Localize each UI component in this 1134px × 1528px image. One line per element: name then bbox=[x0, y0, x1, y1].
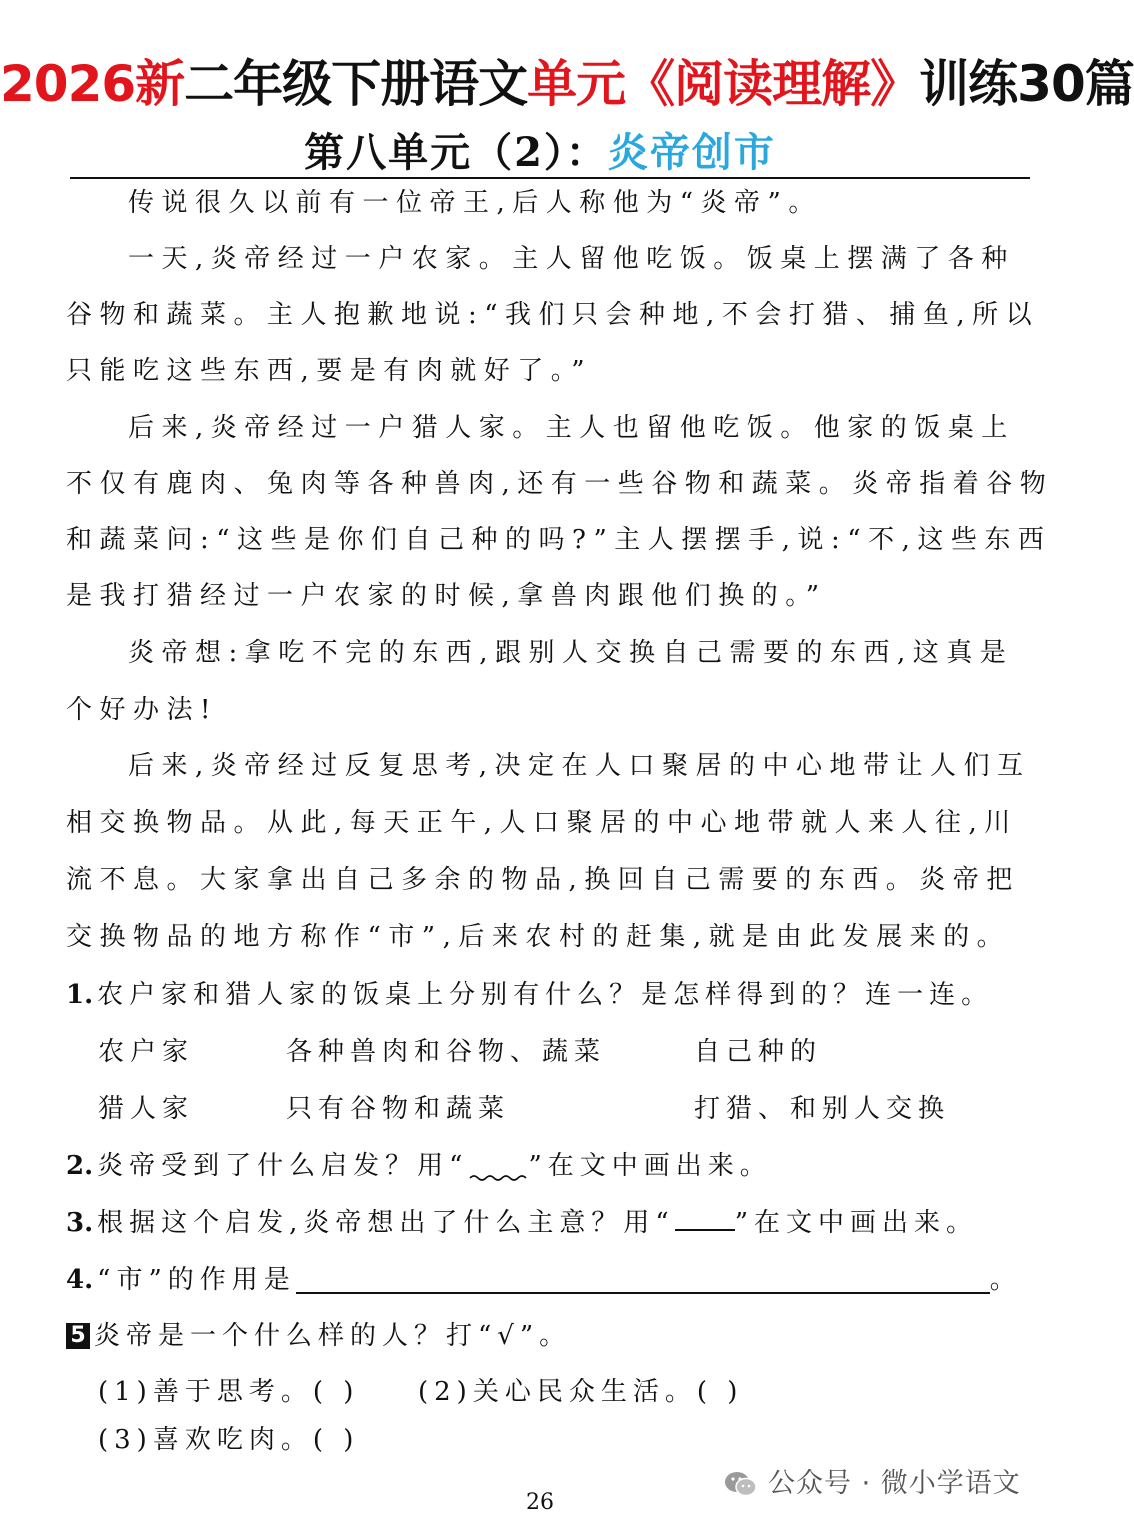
passage-line: 交换物品的地方称作“市”,后来农村的赶集,就是由此发展来的。 bbox=[66, 922, 1011, 952]
question-2-number: 2. bbox=[66, 1151, 94, 1181]
subtitle-topic: 炎帝创市 bbox=[607, 130, 776, 176]
question-2 bbox=[66, 1143, 772, 1189]
page-number: 26 bbox=[526, 1490, 554, 1515]
unit-subtitle bbox=[0, 126, 1080, 180]
passage-line: 是我打猎经过一户农家的时候,拿兽肉跟他们换的。” bbox=[66, 581, 827, 611]
straight-underline-mark bbox=[675, 1203, 735, 1231]
option-2-checkbox[interactable]: (2)关心民众生活。( ) bbox=[418, 1377, 744, 1407]
title-part-4: 训练30篇 bbox=[919, 55, 1134, 113]
passage-line: 不仅有鹿肉、兔肉等各种兽肉,还有一些谷物和蔬菜。炎帝指着谷物 bbox=[66, 469, 1054, 499]
question-4-answer-line[interactable] bbox=[296, 1262, 990, 1294]
question-3-text-after: ”在文中画出来。 bbox=[734, 1208, 979, 1238]
passage-line: 谷物和蔬菜。主人抱歉地说:“我们只会种地,不会打猎、捕鱼,所以 bbox=[66, 300, 1040, 330]
match-left-farmer[interactable]: 农户家 bbox=[98, 1037, 195, 1067]
match-middle-2[interactable]: 只有谷物和蔬菜 bbox=[286, 1094, 511, 1124]
question-1 bbox=[66, 972, 993, 1018]
question-3-text-before: 根据这个启发,炎帝想出了什么主意？用“ bbox=[97, 1208, 675, 1238]
passage-line: 传说很久以前有一位帝王,后人称他为“炎帝”。 bbox=[128, 188, 822, 218]
match-left-hunter[interactable]: 猎人家 bbox=[98, 1094, 195, 1124]
question-4-text-after: 。 bbox=[989, 1265, 1022, 1295]
question-4-number: 4. bbox=[66, 1265, 94, 1295]
passage-line: 和蔬菜问:“这些是你们自己种的吗?”主人摆摆手,说:“不,这些东西 bbox=[66, 525, 1052, 555]
passage-line: 一天,炎帝经过一户农家。主人留他吃饭。饭桌上摆满了各种 bbox=[128, 244, 1015, 274]
question-5 bbox=[66, 1313, 571, 1359]
watermark-text: 公众号 · 微小学语文 bbox=[768, 1468, 1021, 1499]
header-divider bbox=[70, 177, 1030, 179]
question-2-text-after: ”在文中画出来。 bbox=[528, 1151, 772, 1181]
passage-line: 个好办法! bbox=[66, 695, 218, 725]
question-3 bbox=[66, 1200, 978, 1246]
question-4-text-before: “市”的作用是 bbox=[97, 1265, 296, 1295]
question-1-text: 农户家和猎人家的饭桌上分别有什么？是怎样得到的？连一连。 bbox=[97, 980, 994, 1010]
page-title bbox=[0, 44, 1134, 124]
match-right-2[interactable]: 打猎、和别人交换 bbox=[694, 1094, 951, 1124]
question-5-text: 炎帝是一个什么样的人？打“√”。 bbox=[94, 1321, 572, 1351]
title-part-3: 单元《阅读理解》 bbox=[527, 55, 920, 113]
question-4 bbox=[66, 1257, 1022, 1303]
passage-line: 流不息。大家拿出自己多余的物品,换回自己需要的东西。炎帝把 bbox=[66, 865, 1020, 895]
passage-line: 炎帝想:拿吃不完的东西,跟别人交换自己需要的东西,这真是 bbox=[128, 638, 1014, 668]
match-middle-1[interactable]: 各种兽肉和谷物、蔬菜 bbox=[286, 1037, 607, 1067]
question-5-number: 5 bbox=[66, 1323, 90, 1349]
passage-line: 后来,炎帝经过一户猎人家。主人也留他吃饭。他家的饭桌上 bbox=[128, 413, 1015, 443]
question-3-number: 3. bbox=[66, 1208, 94, 1238]
option-1-checkbox[interactable]: (1)善于思考。( ) bbox=[98, 1377, 360, 1407]
subtitle-prefix: 第八单元（2）： bbox=[304, 129, 608, 176]
wavy-underline-mark bbox=[468, 1154, 528, 1184]
passage-line: 后来,炎帝经过反复思考,决定在人口聚居的中心地带让人们互 bbox=[128, 751, 1031, 781]
question-2-text-before: 炎帝受到了什么启发？用“ bbox=[97, 1151, 469, 1181]
title-part-2: 二年级下册语文 bbox=[184, 55, 528, 113]
option-3-checkbox[interactable]: (3)喜欢吃肉。( ) bbox=[98, 1425, 360, 1455]
wechat-icon bbox=[724, 1470, 758, 1498]
passage-line: 相交换物品。从此,每天正午,人口聚居的中心地带就人来人往,川 bbox=[66, 808, 1018, 838]
question-1-number: 1. bbox=[66, 980, 94, 1010]
passage-line: 只能吃这些东西,要是有肉就好了。” bbox=[66, 356, 593, 386]
match-right-1[interactable]: 自己种的 bbox=[694, 1037, 823, 1067]
title-part-1: 2026新 bbox=[0, 55, 185, 113]
